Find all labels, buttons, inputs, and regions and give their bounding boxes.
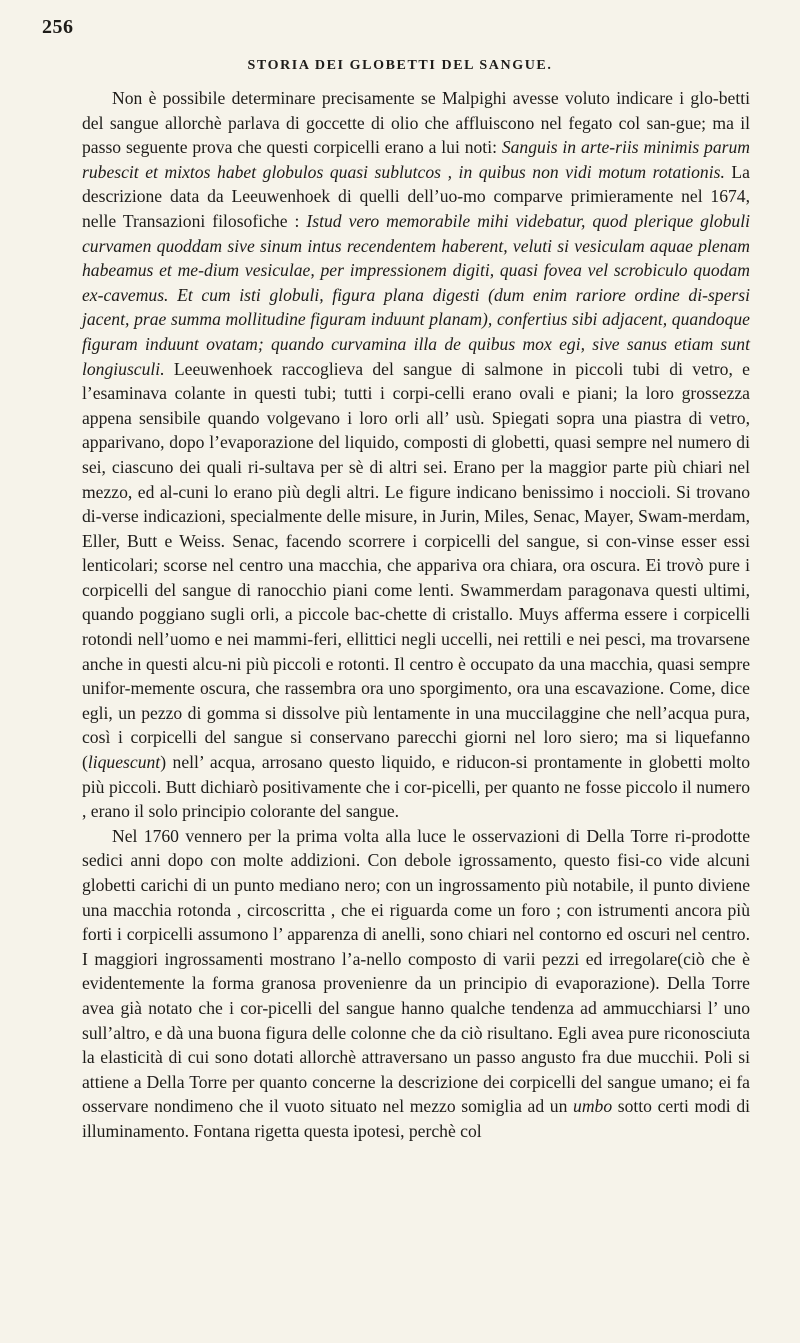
italic-term: umbo [573,1096,613,1117]
page-number: 256 [42,16,74,38]
running-head: STORIA DEI GLOBETTI DEL SANGUE. [247,58,553,73]
paragraph [82,824,750,1144]
body-text [82,86,750,1144]
italic-term: liquescunt [87,752,161,773]
text-segment: La descrizione data da Leeuwenhoek di quelli dell’uo-mo comparve primieramente nel 1674, nelle Transazioni filosofiche : [82,161,750,231]
latin-quote: Istud vero memorabile mihi videbatur, quod plerique globuli curvamen quoddam sive sinum intus recendentem haberent, veluti si vesiculam aquae plenam habeamus et me-dium vesiculae, per impressionem digiti, quasi fovea vel scrobiculo quodam ex-cavemus. Et cum isti globuli, figura plana digesti (dum enim rariore ordine di-spersi jacent, prae summa mollitudine figuram induunt planam), confertius sibi adjacent, quandoque figuram induunt ovatam; quando curvamina illa de quibus mox egi, sive sanus etiam sunt longiusculi. [82,210,750,379]
paragraph [82,86,750,824]
text-segment: sotto certi modi di illuminamento. Fontana rigetta questa ipotesi, perchè col [82,1096,751,1141]
text-segment: Non è possibile determinare precisamente se Malpighi avesse voluto indicare i glo-betti del sangue allorchè parlava di goccette di olio che affluiscono nel fegato col san-gue; ma il passo seguente prova che questi corpicelli erano a lui noti: [82,88,750,158]
latin-quote: Sanguis in arte-riis minimis parum rubescit et mixtos habet globulos quasi sublutcos , in quibus non vidi motum rotationis. [82,137,750,182]
text-segment: Nel 1760 vennero per la prima volta alla luce le osservazioni di Della Torre ri-prodotte sedici anni dopo con molte addizioni. Con debole igrossamento, questo fisi-co vide alcuni globetti carichi di un punto mediano nero; con un ingrossamento più notabile, il punto diviene una macchia rotonda , circoscritta , che ei riguarda come un foro ; con istrumenti ancora più forti i corpicelli assumono l’ apparenza di anelli, sono chiari nel contorno ed oscuri nel centro. I maggiori ingrossamenti mostrano l’a-nello composto di varii pezzi ed irregolare(ciò che è evidentemente la forma granosa provenienre da un principio di evaporazione). Della Torre avea già notato che i cor-picelli del sangue hanno qualche tendenza ad ammucchiarsi l’ uno sull’altro, e dà una buona figura delle colonne che da ciò risultano. Egli avea pure riconosciuta la elasticità di cui sono dotati allorchè attraversano un passo angusto fra due mucchii. Poli si attiene a Della Torre per quanto concerne la descrizione dei corpicelli del sangue umano; ei fa osservare nondimeno che il vuoto situato nel mezzo somiglia ad un [82,825,750,1117]
text-segment: ) nell’ acqua, arrosano questo liquido, e riducon-si prontamente in globetti molto più piccoli. Butt dichiarò positivamente che i cor-picelli, per quanto ne fosse piccolo il numero , erano il solo principio colorante del sangue. [82,752,750,822]
text-segment: Leeuwenhoek raccoglieva del sangue di salmone in piccoli tubi di vetro, e l’esaminava colante in questi tubi; tutti i corpi-celli erano ovali e piani; la loro grossezza appena sensibile quando volgevano i loro orli all’ usù. Spiegati sopra una piastra di vetro, apparivano, dopo l’evaporazione del liquido, composti di globetti, quasi sempre nel numero di sei, ciascuno dei quali ri-sultava per sè di altri sei. Erano per la maggior parte più chiari nel mezzo, ed al-cuni lo erano più degli altri. Le figure indicano benissimo i noccioli. Si trovano di-verse indicazioni, specialmente delle misure, in Jurin, Miles, Senac, Mayer, Swam-merdam, Eller, Butt e Weiss. Senac, facendo scorrere i corpicelli del sangue, si con-vinse esser essi lenticolari; scorse nel centro una macchia, che appariva ora chiara, ora oscura. Ei trovò pure i corpicelli del sangue di ranocchio piani come lenti. Swammerdam paragonava questi ultimi, quando poggiano sugli orli, a piccole bac-chette di cristallo. Muys afferma essere i corpicelli rotondi nell’uomo e nei mammi-feri, ellittici negli uccelli, nei rettili e nei pesci, ma trovarsene anche in questi alcu-ni più piccoli e rotonti. Il centro è occupato da una macchia, quasi sempre unifor-memente oscura, che rassembra ora uno sporgimento, ora una escavazione. Come, dice egli, un pezzo di gomma si dissolve più lentamente in una muccilaggine che nell’acqua pura, così i corpicelli del sangue si conservano parecchi giorni nel loro siero; ma si liquefanno ( [82,358,750,773]
